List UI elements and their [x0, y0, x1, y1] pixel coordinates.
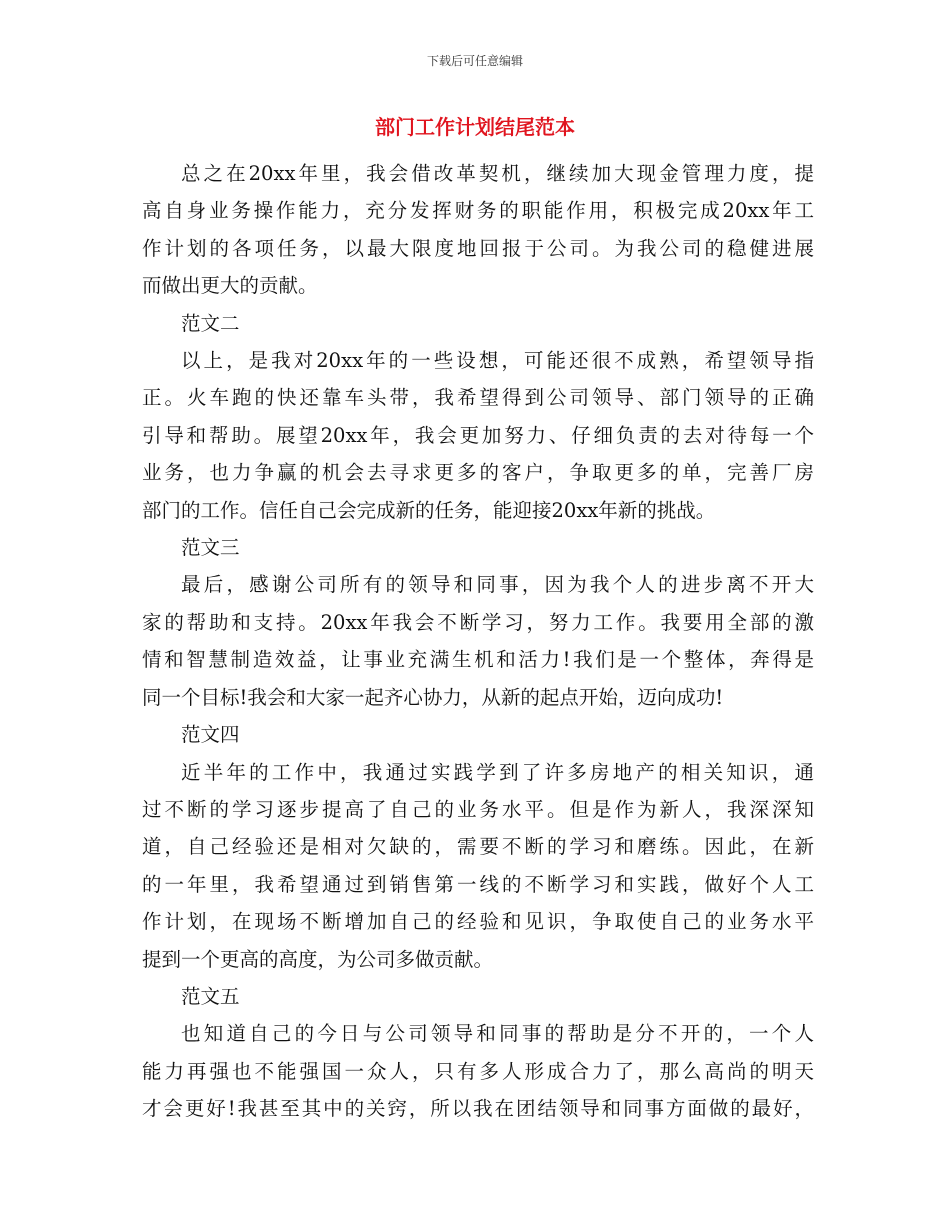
paragraph — [142, 566, 814, 716]
paragraph — [142, 1015, 814, 1127]
document-body — [142, 155, 814, 1128]
text-line: 情和智慧制造效益，让事业充满生机和活力!我们是一个整体，奔得是 — [142, 648, 814, 672]
text-line: 以上，是我对20xx年的一些设想，可能还很不成熟，希望领导指 — [181, 349, 814, 373]
text-line: 近半年的工作中，我通过实践学到了许多房地产的相关知识，通 — [181, 760, 814, 784]
section-label: 范文四 — [181, 723, 240, 747]
text-line: 作计划的各项任务，以最大限度地回报于公司。为我公司的稳健进展 — [142, 236, 814, 260]
text-line: 能力再强也不能强国一众人，只有多人形成合力了，那么高尚的明天 — [142, 1059, 814, 1083]
section-label: 范文五 — [181, 984, 240, 1008]
text-line: 作计划，在现场不断增加自己的经验和见识，争取使自己的业务水平 — [142, 910, 814, 934]
text-line: 总之在20xx年里，我会借改革契机，继续加大现金管理力度，提 — [181, 162, 814, 185]
text-line: 引导和帮助。展望20xx年，我会更加努力、仔细负责的去对待每一个 — [142, 423, 814, 447]
section-label: 范文二 — [181, 311, 240, 335]
text-line: 同一个目标!我会和大家一起齐心协力，从新的起点开始，迈向成功! — [142, 685, 724, 709]
text-line: 的一年里，我希望通过到销售第一线的不断学习和实践，做好个人工 — [142, 872, 814, 896]
text-line: 才会更好!我甚至其中的关窍，所以我在团结领导和同事方面做的最好， — [142, 1097, 814, 1121]
text-line: 正。火车跑的快还靠车头带，我希望得到公司领导、部门领导的正确 — [142, 386, 814, 410]
text-line: 道，自己经验还是相对欠缺的，需要不断的学习和磨练。因此，在新 — [142, 835, 814, 859]
paragraph — [142, 342, 814, 529]
text-line: 提到一个更高的高度，为公司多做贡献。 — [142, 947, 494, 971]
text-line: 而做出更大的贡献。 — [142, 274, 318, 298]
paragraph — [142, 754, 814, 978]
paragraph — [142, 155, 814, 305]
text-line: 部门的工作。信任自己会完成新的任务，能迎接20xx年新的挑战。 — [142, 498, 716, 522]
document-title: 部门工作计划结尾范本 — [375, 115, 575, 139]
text-line: 高自身业务操作能力，充分发挥财务的职能作用，积极完成20xx年工 — [142, 199, 814, 223]
text-line: 家的帮助和支持。20xx年我会不断学习，努力工作。我要用全部的激 — [142, 610, 814, 634]
section-label: 范文三 — [181, 536, 240, 560]
text-line: 也知道自己的今日与公司领导和同事的帮助是分不开的，一个人 — [181, 1022, 814, 1046]
text-line: 最后，感谢公司所有的领导和同事，因为我个人的进步离不开大 — [181, 573, 814, 597]
text-line: 过不断的学习逐步提高了自己的业务水平。但是作为新人，我深深知 — [142, 797, 814, 821]
header-note: 下载后可任意编辑 — [426, 54, 523, 68]
text-line: 业务，也力争赢的机会去寻求更多的客户，争取更多的单，完善厂房 — [142, 461, 814, 485]
